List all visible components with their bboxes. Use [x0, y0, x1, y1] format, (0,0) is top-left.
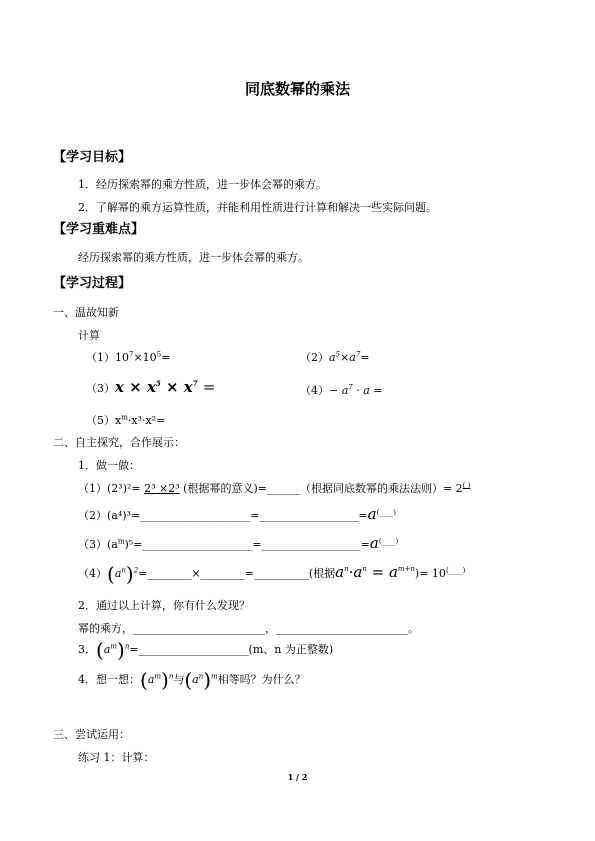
question-discover: 2．通过以上计算，你有什么发现？	[78, 599, 250, 612]
question-4: $(4)- a^7 \cdot a$ =	[300, 383, 383, 397]
question-1: $(1)10^7\times 10^5=$	[86, 350, 171, 364]
try-it-label: 1．做一做：	[78, 459, 140, 472]
section-goals: 【学习目标】	[53, 150, 132, 165]
section-process: 【学习过程】	[53, 276, 132, 291]
question-3: $(3)x \times x^5 \times x^7$ =	[86, 378, 216, 396]
part3-heading: 三、尝试运用：	[53, 728, 130, 741]
section-key-points: 【学习重难点】	[53, 222, 145, 237]
row-2-blanks[interactable]: ____________________=__________________=	[140, 509, 368, 522]
row-4: $(4)(a^n)^2=\_\_\_\_\_\_\_\_\times\_\_\_\_\_\_\_\_=\_\_\_\_\_\_\_\_\_\_$(根据$a^n\cdot a^n = a^{m+n})= 10^{(\_\_\_\_)}$	[78, 562, 466, 586]
row-3-blanks[interactable]: ____________________=__________________=	[142, 538, 370, 551]
question-5: $(5)x^m\cdot x^3\cdot x^2=$	[86, 413, 166, 427]
question-think: 4．想一想：$(a^m)^n$与$(a^n)^m$相等吗？为什么？	[78, 668, 306, 692]
row-1: （1）(2³)²= 2³ ×2³ (根据幂的意义)=______（根据同底数幂的乘法法则）= 2( )	[78, 481, 471, 495]
goal-item-1: 1．经历探索幂的乘方性质，进一步体会幂的乘方。	[78, 178, 327, 191]
page-number: 1 / 2	[287, 772, 308, 782]
goal-item-2: 2．了解幂的乘方运算性质，并能利用性质进行计算和解决一些实际问题。	[78, 201, 437, 214]
row-3: $(3)(a^m)^5=\_\_\_\_\_\_\_\_\_\_\_\_\_\_\_\_\_\_\_\_=\_\_\_\_\_\_\_\_\_\_\_\_\_\_\_\_\_\_=a^{(\_\_\_\_)}$	[78, 534, 399, 552]
row-1-blank[interactable]: 2³ ×2³	[144, 482, 180, 495]
question-general-rule: 3．$(a^m)^n=\_\_\_\_\_\_\_\_\_\_\_\_\_\_\_\_\_\_\_\_(m$、n 为正整数)	[78, 638, 334, 662]
row-2: （2）(a⁴)³=____________________=__________________=a(____)	[78, 505, 397, 523]
page-title: 同底数幂的乘法	[244, 80, 350, 98]
key-points-text: 经历探索幂的乘方性质，进一步体会幂的乘方。	[78, 251, 309, 264]
rule-line[interactable]: 幂的乘方，________________________，________________________。	[78, 622, 419, 635]
part1-heading: 一、温故知新	[53, 306, 119, 319]
part1-calc: 计算	[78, 329, 100, 342]
exercise-1: 练习 1：计算：	[78, 751, 155, 764]
part2-heading: 二、自主探究，合作展示：	[53, 436, 185, 449]
question-2: $(2)a^5\times a^7=$	[300, 350, 370, 364]
